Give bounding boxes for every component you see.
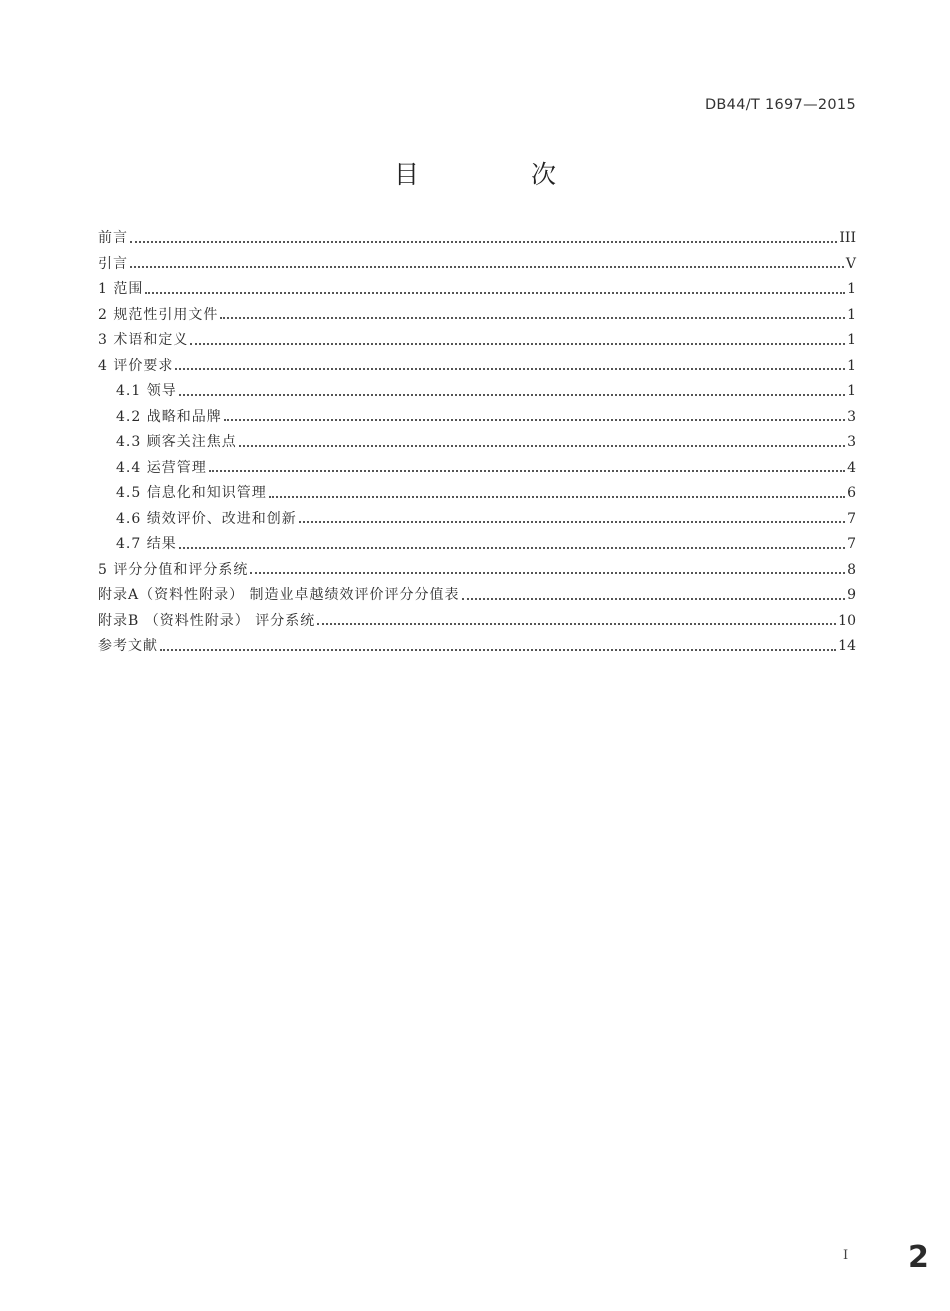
toc-entry[interactable] (98, 303, 856, 329)
toc-entry[interactable] (98, 609, 856, 635)
toc-entry[interactable] (98, 583, 856, 609)
toc-entry[interactable] (98, 405, 856, 431)
toc-entry-label: 3 术语和定义 (98, 332, 189, 348)
toc-entry[interactable] (98, 328, 856, 354)
toc-entry-page-number: V (845, 255, 856, 272)
table-of-contents (98, 226, 856, 660)
toc-entry[interactable] (98, 354, 856, 380)
toc-entry[interactable] (98, 252, 856, 278)
toc-entry-page-number: 9 (847, 587, 856, 603)
toc-entry[interactable] (98, 507, 856, 533)
toc-entry-label: 附录A（资料性附录） 制造业卓越绩效评价评分分值表 (98, 587, 460, 603)
toc-entry-page-number: 8 (847, 561, 856, 578)
toc-entry-label: 前言 (98, 230, 128, 246)
toc-entry-label: 2 规范性引用文件 (98, 306, 219, 323)
toc-dot-leader (179, 394, 845, 396)
toc-entry[interactable] (98, 456, 856, 482)
toc-entry-page-number: 3 (847, 408, 856, 425)
toc-dot-leader (160, 649, 836, 651)
toc-entry[interactable] (98, 277, 856, 303)
toc-dot-leader (190, 343, 845, 345)
toc-entry-page-number: 3 (847, 434, 856, 450)
toc-entry-label: 5 评分分值和评分系统 (98, 561, 249, 578)
toc-dot-leader (130, 266, 844, 268)
toc-dot-leader (224, 419, 845, 421)
toc-dot-leader (145, 292, 845, 294)
toc-entry-label: 4.6 绩效评价、改进和创新 (116, 510, 297, 527)
toc-dot-leader (239, 445, 845, 447)
toc-entry-label: 4.3 顾客关注焦点 (116, 434, 237, 450)
toc-entry[interactable] (98, 379, 856, 405)
toc-entry[interactable] (98, 558, 856, 584)
toc-dot-leader (250, 572, 845, 574)
toc-entry-page-number: 1 (847, 306, 856, 323)
page-number: I (843, 1248, 849, 1263)
toc-entry-label: 4.5 信息化和知识管理 (116, 485, 267, 501)
toc-entry-label: 4.7 结果 (116, 536, 177, 552)
toc-entry[interactable] (98, 634, 856, 660)
toc-entry[interactable] (98, 532, 856, 558)
toc-entry-page-number: 14 (838, 638, 856, 654)
toc-entry-label: 4.4 运营管理 (116, 459, 207, 476)
toc-entry[interactable] (98, 430, 856, 456)
page-title: 目 次 (394, 160, 608, 189)
toc-entry-page-number: 6 (847, 485, 856, 501)
toc-entry[interactable] (98, 481, 856, 507)
toc-entry-page-number: 1 (847, 332, 856, 348)
toc-entry-page-number: 1 (847, 281, 856, 297)
toc-entry-label: 附录B （资料性附录） 评分系统 (98, 612, 316, 629)
toc-entry-label: 引言 (98, 255, 128, 272)
toc-entry-page-number: 7 (847, 510, 856, 527)
toc-entry-page-number: 10 (838, 612, 856, 629)
toc-entry-label: 4 评价要求 (98, 357, 174, 374)
handwritten-page-mark: 2 (908, 1240, 929, 1275)
toc-dot-leader (220, 317, 845, 319)
toc-entry-page-number: 7 (847, 536, 856, 552)
toc-entry-page-number: 1 (847, 357, 856, 374)
toc-dot-leader (317, 623, 836, 625)
toc-dot-leader (299, 521, 845, 523)
toc-dot-leader (179, 547, 845, 549)
toc-entry-label: 4.2 战略和品牌 (116, 408, 222, 425)
toc-entry-label: 参考文献 (98, 638, 158, 654)
toc-entry-page-number: III (839, 230, 856, 246)
toc-entry-label: 4.1 领导 (116, 383, 177, 399)
toc-entry-page-number: 1 (847, 383, 856, 399)
toc-dot-leader (130, 241, 837, 243)
toc-dot-leader (462, 598, 846, 600)
toc-entry-label: 1 范围 (98, 281, 144, 297)
toc-entry-page-number: 4 (847, 459, 856, 476)
standard-code: DB44/T 1697—2015 (704, 97, 856, 113)
toc-dot-leader (269, 496, 845, 498)
toc-dot-leader (209, 470, 845, 472)
toc-entry[interactable] (98, 226, 856, 252)
toc-dot-leader (175, 368, 845, 370)
